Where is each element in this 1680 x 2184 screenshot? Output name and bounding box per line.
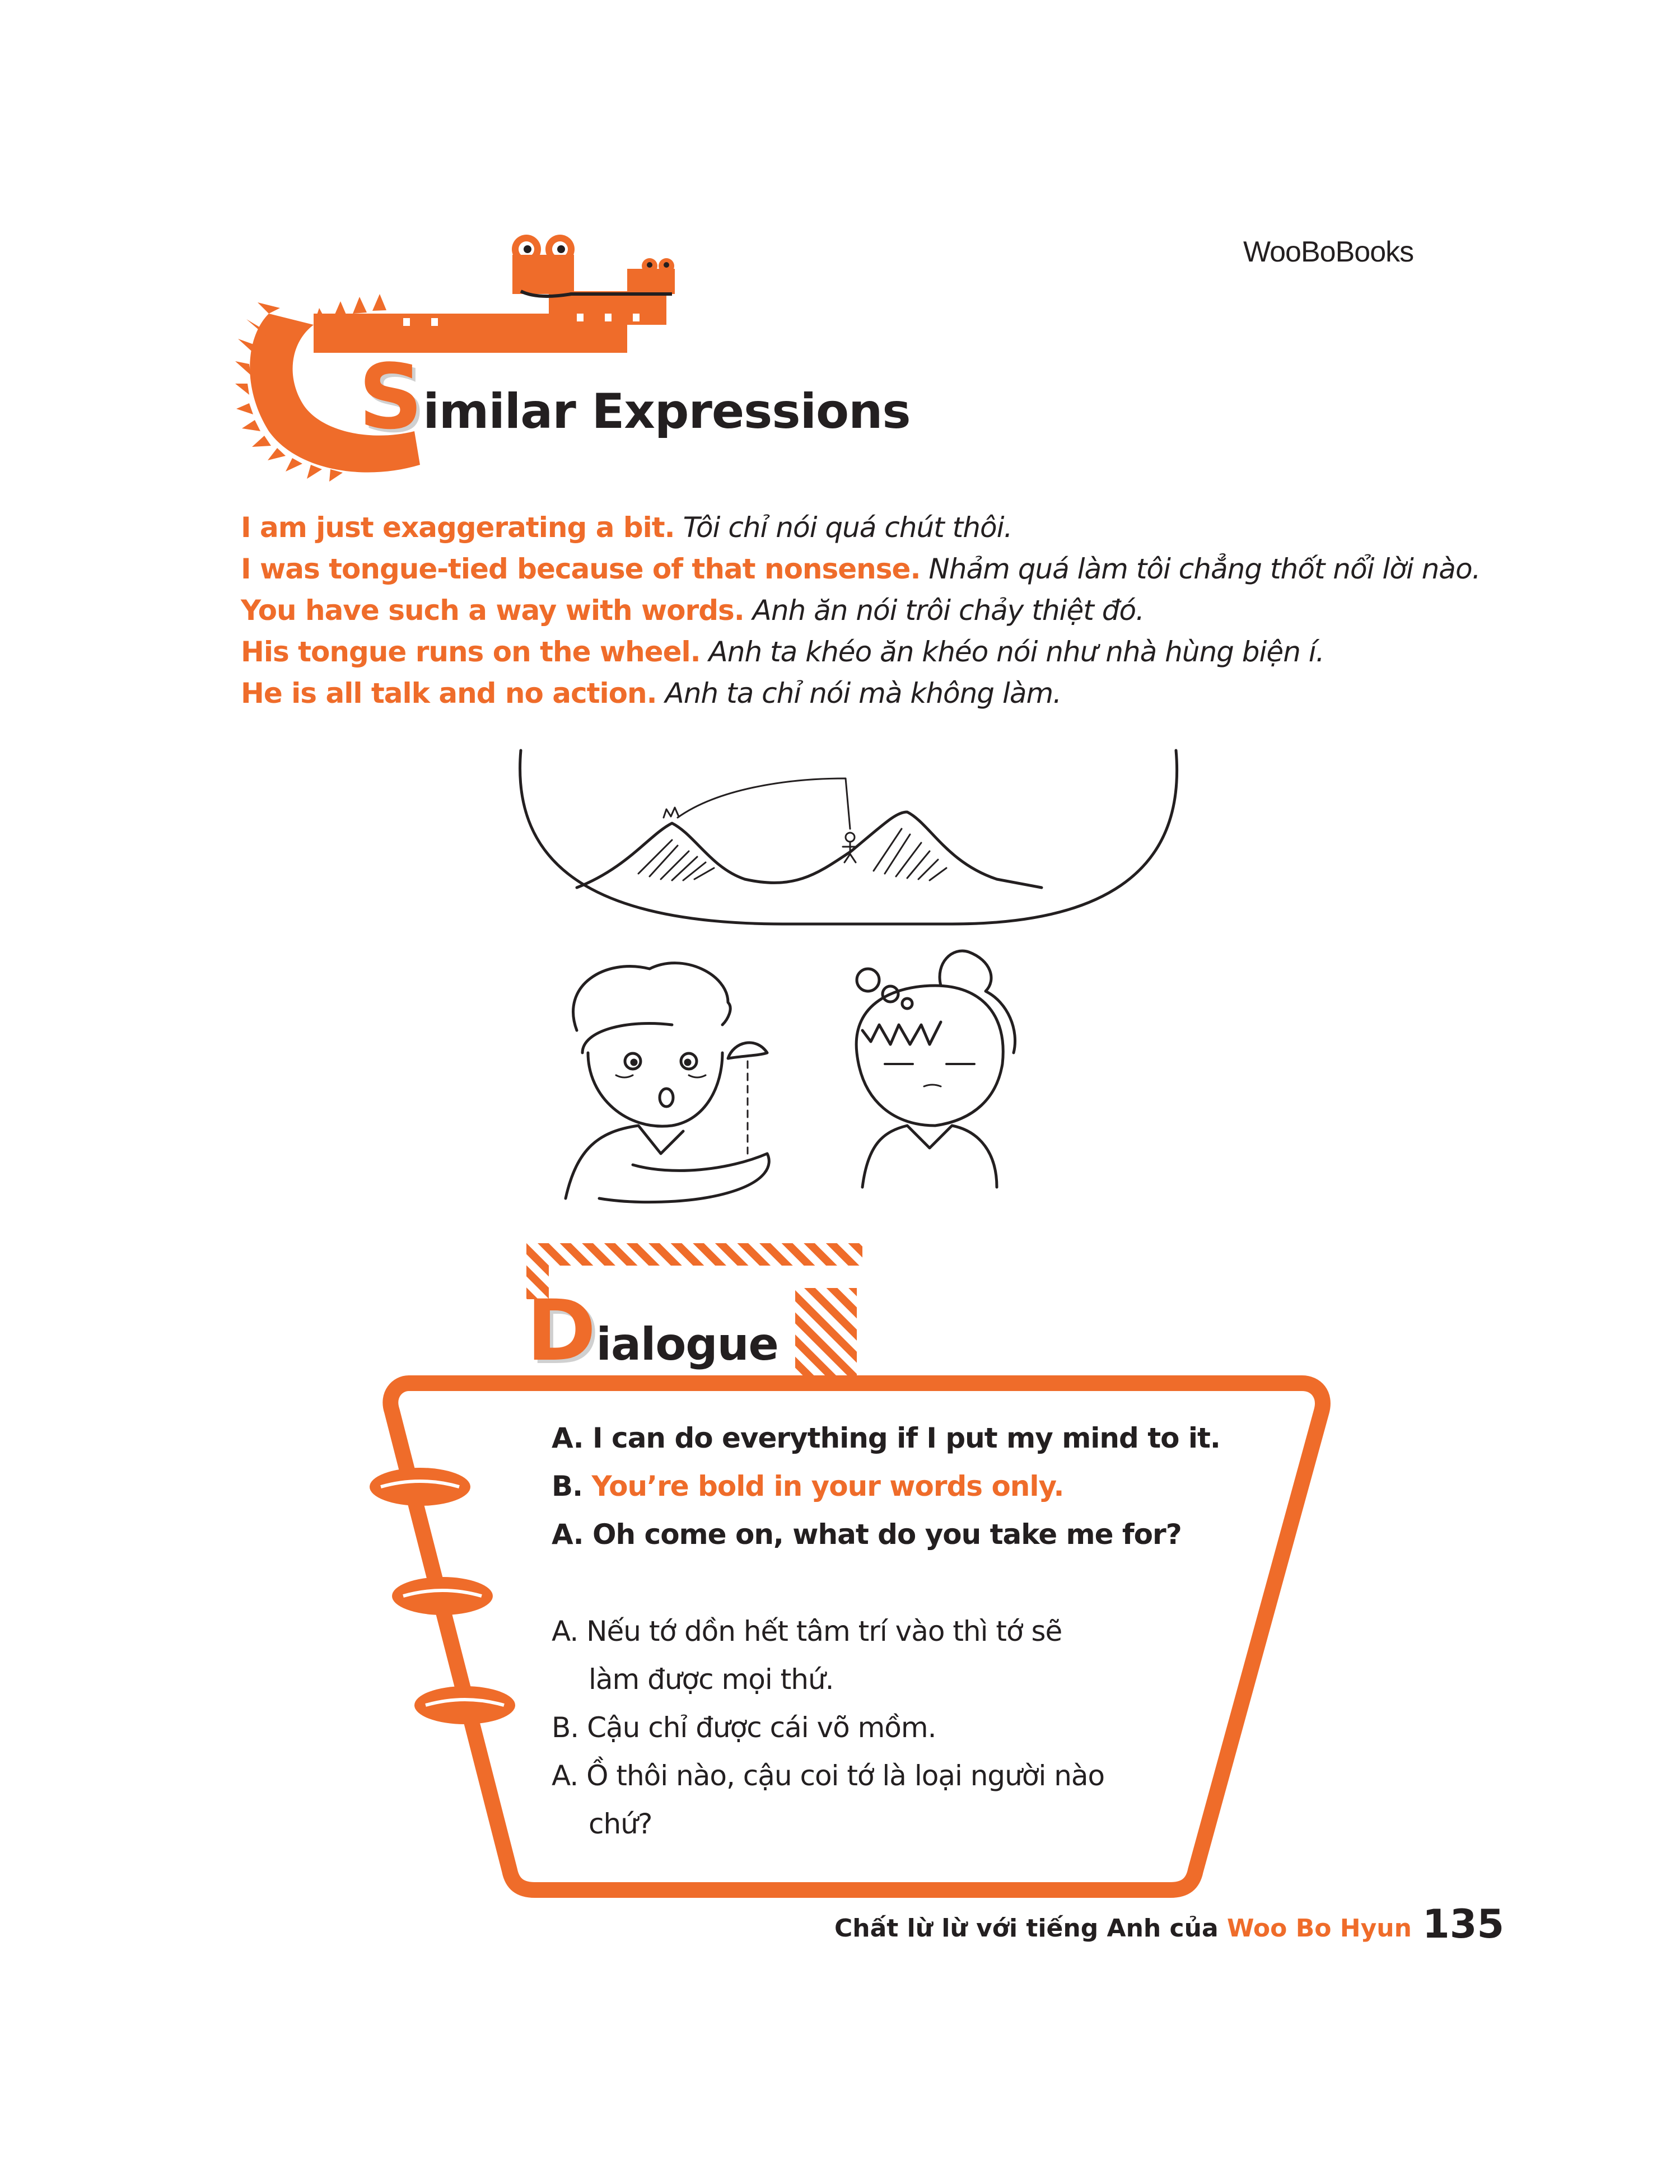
thought-bubble-illustration-icon — [504, 739, 1232, 1243]
dialogue-translation-line: A. Ồ thôi nào, cậu coi tớ là loại người nào — [552, 1760, 1105, 1792]
footer-author: Woo Bo Hyun — [1226, 1914, 1412, 1943]
dialogue-translation-line: chứ? — [589, 1808, 652, 1840]
dialogue-line: B. You’re bold in your words only. — [552, 1470, 1064, 1502]
dialogue-translation-line: B. Cậu chỉ được cái võ mồm. — [552, 1711, 936, 1744]
dialogue-vietnamese — [552, 1607, 1168, 1848]
brand-name: WooBoBooks — [1243, 236, 1414, 268]
page-number: 135 — [1422, 1901, 1505, 1947]
footer-book-title: Chất lừ lừ với tiếng Anh của Woo Bo Hyun — [834, 1914, 1412, 1943]
section-title-initial: S — [358, 344, 423, 449]
expression-list — [241, 507, 1529, 714]
dialogue-english — [552, 1414, 1280, 1558]
section-title — [358, 344, 911, 449]
dialogue-line: A. Oh come on, what do you take me for? — [552, 1518, 1182, 1551]
dialogue-translation-line: A. Nếu tớ dồn hết tâm trí vào thì tớ sẽ — [552, 1615, 1062, 1648]
expression-item: You have such a way with words. Anh ăn nói trôi chảy thiệt đó. — [241, 594, 1144, 627]
expression-item: His tongue runs on the wheel. Anh ta khéo ăn khéo nói như nhà hùng biện í. — [241, 636, 1324, 668]
dialogue-title-initial: D — [526, 1282, 596, 1380]
expression-item: He is all talk and no action. Anh ta chỉ nói mà không làm. — [241, 677, 1062, 710]
dialogue-title-rest: ialogue — [596, 1318, 778, 1370]
dialogue-line: A. I can do everything if I put my mind to it. — [552, 1422, 1220, 1454]
expression-item: I am just exaggerating a bit. Tôi chỉ nói quá chút thôi. — [241, 511, 1012, 544]
expression-item: I was tongue-tied because of that nonsense. Nhảm quá làm tôi chẳng thốt nổi lời nào. — [241, 553, 1481, 585]
dialogue-translation-line: làm được mọi thứ. — [589, 1663, 834, 1696]
section-title-rest: imilar Expressions — [423, 384, 911, 440]
